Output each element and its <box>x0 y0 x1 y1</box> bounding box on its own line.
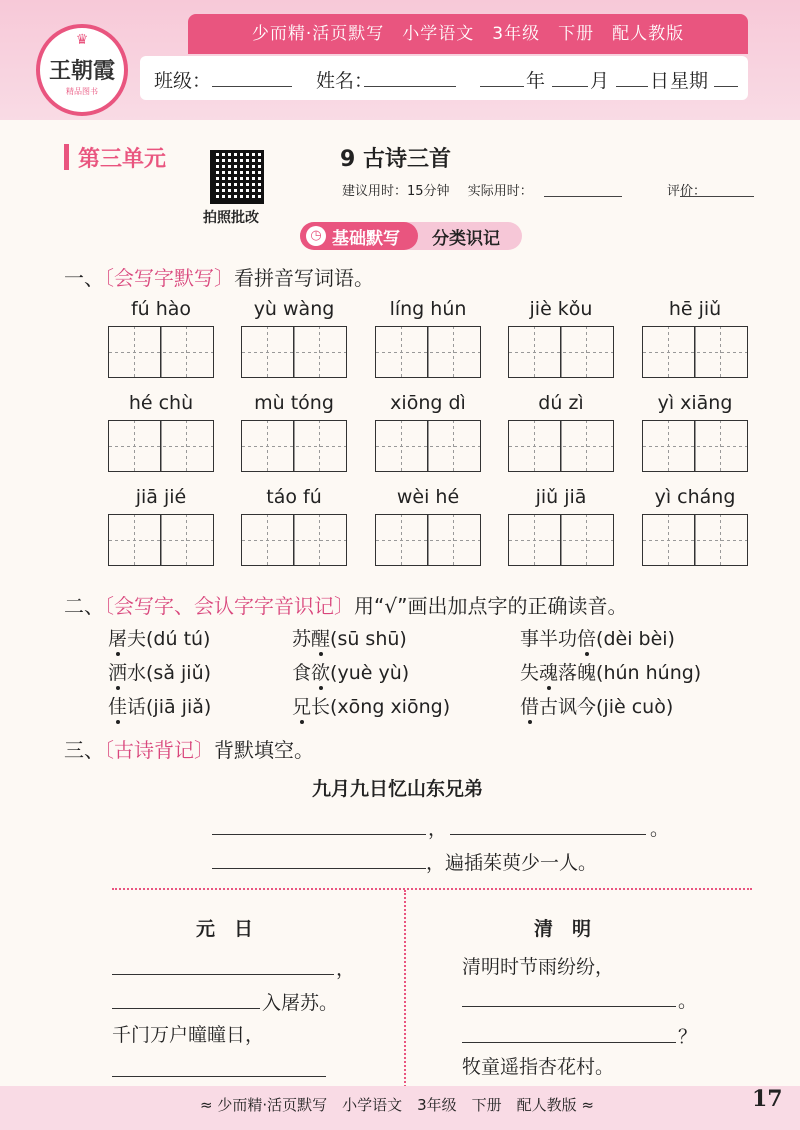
page-number: 17 <box>752 1086 783 1112</box>
publisher-logo <box>36 24 128 116</box>
writing-grid[interactable] <box>108 420 214 472</box>
writing-grid[interactable] <box>642 326 748 378</box>
poem-blank[interactable] <box>112 974 334 975</box>
section1-heading <box>64 262 374 291</box>
writing-grid[interactable] <box>241 514 347 566</box>
page-header <box>0 0 800 120</box>
pinyin-label: hē jiǔ <box>668 298 722 320</box>
writing-grid[interactable] <box>642 420 748 472</box>
pinyin-label: táo fú <box>266 486 322 508</box>
section2-number: 二、 <box>64 594 104 618</box>
poem-line: ，遍插茱萸少一人。 <box>426 852 598 874</box>
class-field[interactable] <box>212 86 292 87</box>
writing-grid[interactable] <box>508 514 614 566</box>
poem-line: 千门万户曈曈日， <box>112 1024 265 1046</box>
poem-blank[interactable] <box>112 1008 260 1009</box>
month-label: 月 <box>590 70 610 92</box>
pinyin-label: hé chù <box>128 392 194 414</box>
dotted-character: 洒 <box>108 662 128 684</box>
section3-number: 三、 <box>64 738 104 762</box>
evaluation-field[interactable] <box>680 196 754 197</box>
dotted-character: 欲 <box>311 662 331 684</box>
writing-grid[interactable] <box>241 326 347 378</box>
day-label: 日 <box>650 70 670 92</box>
pinyin-label: dú zì <box>538 392 584 414</box>
time-info <box>342 180 706 199</box>
poem-punct: 。 <box>678 990 698 1012</box>
poem-blank[interactable] <box>462 1042 676 1043</box>
qr-code[interactable] <box>210 150 264 204</box>
pronunciation-item[interactable]: 佳话(jiā jiǎ) <box>108 696 212 718</box>
year-label: 年 <box>526 70 546 92</box>
pinyin-label: jiā jié <box>135 486 187 508</box>
writing-grid[interactable] <box>508 420 614 472</box>
pinyin-label: wèi hé <box>396 486 460 508</box>
pill-label-category: 分类识记 <box>432 229 500 249</box>
pronunciation-item[interactable]: 借古讽今(jiè cuò) <box>520 696 674 718</box>
poem-line: 清明时节雨纷纷， <box>462 956 615 978</box>
weekday-label: 星期 <box>670 70 709 92</box>
name-label: 姓名： <box>316 70 374 92</box>
pinyin-label: mù tóng <box>254 392 334 414</box>
suggested-time: 建议用时：15分钟 <box>342 184 450 199</box>
student-info-bar <box>140 56 748 100</box>
poem-title-qingming: 清 明 <box>534 918 592 940</box>
section2-tag: 〔会写字、会认字字音识记〕 <box>104 594 354 618</box>
month-field[interactable] <box>552 86 588 87</box>
section3-text: 背默填空。 <box>214 738 314 762</box>
series-title: 少而精·活页默写 小学语文 3年级 下册 配人教版 <box>251 24 685 44</box>
poem-punct: ， <box>336 958 356 980</box>
logo-subtext: 精品图书 <box>66 87 98 96</box>
qr-label: 拍照批改 <box>203 210 259 226</box>
writing-grid[interactable] <box>375 514 481 566</box>
lesson-title: 9 古诗三首 <box>340 147 451 172</box>
dotted-divider <box>404 890 406 1090</box>
poem-blank[interactable] <box>212 868 426 869</box>
pronunciation-item[interactable]: 屠夫(dú tú) <box>108 628 211 650</box>
pronunciation-item[interactable]: 苏醒(sū shū) <box>292 628 407 650</box>
section3-tag: 〔古诗背记〕 <box>104 738 214 762</box>
name-field[interactable] <box>364 86 456 87</box>
writing-grid[interactable] <box>108 514 214 566</box>
pinyin-label: jiǔ jiā <box>535 486 587 508</box>
dotted-character: 兄 <box>292 696 312 718</box>
pinyin-label: yù wàng <box>253 298 335 320</box>
year-field[interactable] <box>480 86 524 87</box>
pinyin-label: xiōng dì <box>390 392 466 414</box>
writing-grid[interactable] <box>241 420 347 472</box>
pinyin-label: jiè kǒu <box>529 298 593 320</box>
unit-label: 第三单元 <box>78 147 167 172</box>
writing-grid[interactable] <box>642 514 748 566</box>
dotted-character: 倍 <box>577 628 597 650</box>
poem-punct: 。 <box>650 818 670 840</box>
class-label: 班级： <box>154 70 212 92</box>
actual-time-label: 实际用时： <box>467 184 533 199</box>
poem-punct: ？ <box>678 1026 698 1048</box>
writing-grid[interactable] <box>108 326 214 378</box>
unit-accent-bar <box>64 144 69 170</box>
pronunciation-item[interactable]: 失魂落魄(hún húng) <box>520 662 702 684</box>
logo-text: 王朝霞 <box>48 58 115 84</box>
footer-series-title: ≈ 少而精·活页默写 小学语文 3年级 下册 配人教版 ≈ <box>200 1096 594 1114</box>
section2-text: 用“√”画出加点字的正确读音。 <box>354 594 628 618</box>
dotted-character: 借 <box>520 696 540 718</box>
pinyin-label: fú hào <box>130 298 192 320</box>
clock-icon: ◷ <box>306 226 326 246</box>
section3-heading <box>64 734 314 763</box>
pronunciation-item[interactable]: 事半功倍(dèi bèi) <box>520 628 675 650</box>
crown-icon: ♛ <box>75 32 89 48</box>
day-field[interactable] <box>616 86 648 87</box>
pinyin-label: yì xiāng <box>657 392 733 414</box>
poem-punct: ， <box>428 818 448 840</box>
pronunciation-item[interactable]: 洒水(sǎ jiǔ) <box>108 662 212 684</box>
poem-blank[interactable] <box>462 1006 676 1007</box>
dotted-divider <box>112 888 752 890</box>
pinyin-label: líng hún <box>389 298 467 320</box>
section1-text: 看拼音写词语。 <box>234 266 374 290</box>
pronunciation-item[interactable]: 兄长(xōng xiōng) <box>292 696 451 718</box>
pill-label-basic: 基础默写 <box>332 229 400 249</box>
section1-tag: 〔会写字默写〕 <box>104 266 234 290</box>
writing-grid[interactable] <box>375 326 481 378</box>
writing-grid[interactable] <box>375 420 481 472</box>
poem-line: 入屠苏。 <box>262 992 339 1014</box>
dotted-character: 魂 <box>539 662 559 684</box>
dotted-character: 屠 <box>108 628 128 650</box>
poem-title-yuanri: 元 日 <box>196 918 254 940</box>
poem-blank[interactable] <box>212 834 426 835</box>
section1-number: 一、 <box>64 266 104 290</box>
poem-blank[interactable] <box>112 1076 326 1077</box>
dotted-character: 醒 <box>311 628 331 650</box>
poem-title-jiuyue: 九月九日忆山东兄弟 <box>312 778 484 800</box>
actual-time-field[interactable] <box>544 196 622 197</box>
poem-line: 牧童遥指杏花村。 <box>462 1056 615 1078</box>
poem-blank[interactable] <box>450 834 646 835</box>
pinyin-label: yì cháng <box>654 486 736 508</box>
series-title-tab <box>188 14 748 54</box>
pronunciation-item[interactable]: 食欲(yuè yù) <box>292 662 410 684</box>
section2-heading <box>64 590 627 619</box>
dotted-character: 佳 <box>108 696 128 718</box>
weekday-field[interactable] <box>714 86 738 87</box>
evaluation-label: 评价： <box>666 184 706 199</box>
writing-grid[interactable] <box>508 326 614 378</box>
